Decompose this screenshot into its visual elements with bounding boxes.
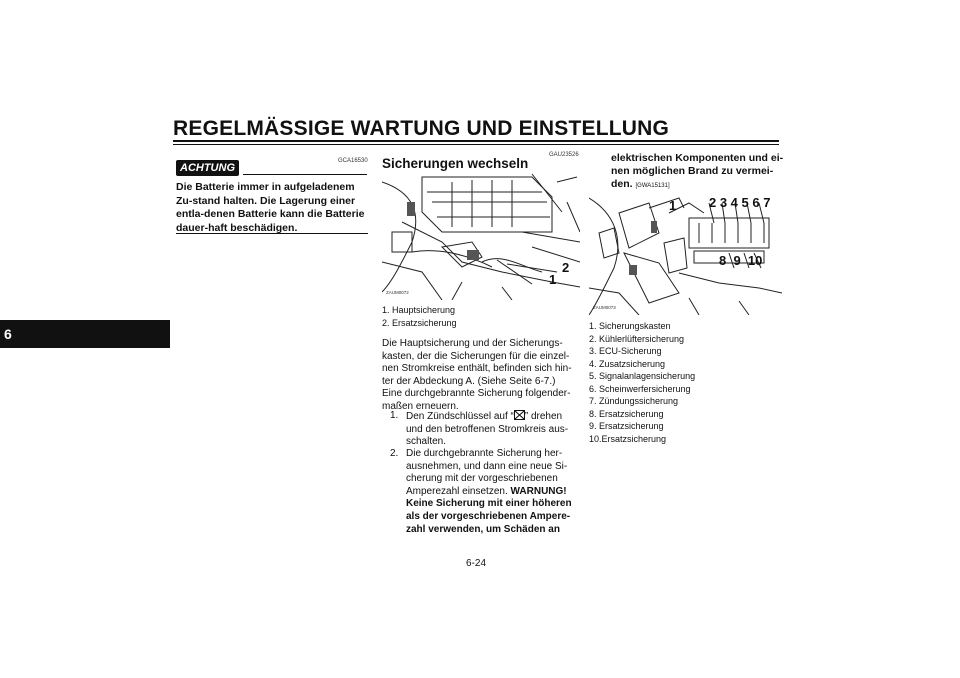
main-fuse-figure [382, 172, 580, 300]
legend-item: 5. Signalanlagensicherung [589, 371, 696, 381]
warning-continuation-text: elektrischen Komponenten und ei-nen möglichen Brand zu vermei-den. [611, 152, 784, 190]
caution-text: Die Batterie immer in aufgeladenem Zu-stand halten. Die Lagerung einer entla-denen Batterie kann die Batterie dauer-haft beschädigen. [176, 181, 365, 234]
legend-item: 6. Scheinwerfersicherung [589, 383, 691, 394]
section-code: GAU23526 [549, 152, 579, 158]
caption-2: 2. Ersatzsicherung [382, 318, 457, 328]
step-1-number: 1. [390, 410, 399, 421]
step-2-number: 2. [390, 448, 399, 459]
step-2-text: Die durchgebrannte Sicherung her-ausnehmen, und dann eine neue Si-cherung mit der vorgeschriebenen Amperezahl einsetzen. [406, 448, 568, 497]
title-rule-thin [173, 144, 779, 145]
warning-continuation [611, 152, 793, 193]
figure-label-1: 1 [549, 272, 557, 287]
step-1-text-after: ” drehen und den betroffenen Stromkreis aus-schalten. [406, 411, 569, 448]
caution-code: GCA16530 [338, 158, 368, 164]
page-title: REGELMÄSSIGE WARTUNG UND EINSTELLUNG [173, 117, 670, 140]
legend-item: 8. Ersatzsicherung [589, 408, 664, 419]
step-1 [390, 410, 580, 449]
legend-item: 1. Sicherungskasten [589, 321, 671, 331]
ignition-off-icon [514, 410, 525, 420]
warning-code: [GWA15131] [635, 183, 670, 189]
figure2-code: ZAUM0073 [593, 305, 616, 310]
caption-1: 1. Hauptsicherung [382, 305, 456, 315]
fuse-box-figure [589, 193, 782, 315]
page-number: 6-24 [466, 558, 487, 569]
figure-code: ZAUM0072 [386, 290, 409, 295]
step-1-text-before: Den Zündschlüssel auf “ [406, 411, 514, 422]
legend-item: 3. ECU-Sicherung [589, 346, 662, 356]
legend-item: 2. Kühlerlüftersicherung [589, 333, 685, 344]
caution-rule [243, 174, 367, 175]
section-heading: Sicherungen wechseln [382, 156, 529, 171]
title-rule [173, 140, 779, 142]
legend-item: 7. Zündungssicherung [589, 396, 679, 406]
figure2-label-1: 1 [669, 198, 677, 213]
figure2-labels-top: 2 3 4 5 6 7 [709, 195, 771, 210]
intro-paragraph: Die Hauptsicherung und der Sicherungs-kasten, der die Sicherungen für die einzel-nen Stromkreise enthält, befinden sich hin-ter der Abdeckung A. (Siehe Seite 6-7.) Eine durchgebrannte Sicherung folgender-maßen erneuern. [382, 338, 572, 412]
step-2-warning: WARNUNG! Keine Sicherung mit einer höheren als der vorgeschriebenen Ampere-zahl verwenden, um Schäden an [406, 485, 572, 535]
legend-item: 9. Ersatzsicherung [589, 421, 664, 431]
figure2-labels-bottom: 8 9 10 [719, 253, 763, 268]
step-2 [390, 448, 580, 536]
chapter-tab: 6 [0, 320, 170, 348]
caution-bottom-rule [176, 233, 368, 234]
caution-badge: ACHTUNG [176, 160, 239, 176]
legend-item: 10.Ersatzsicherung [589, 433, 667, 444]
figure-label-2: 2 [562, 260, 570, 275]
legend-item: 4. Zusatzsicherung [589, 358, 666, 369]
